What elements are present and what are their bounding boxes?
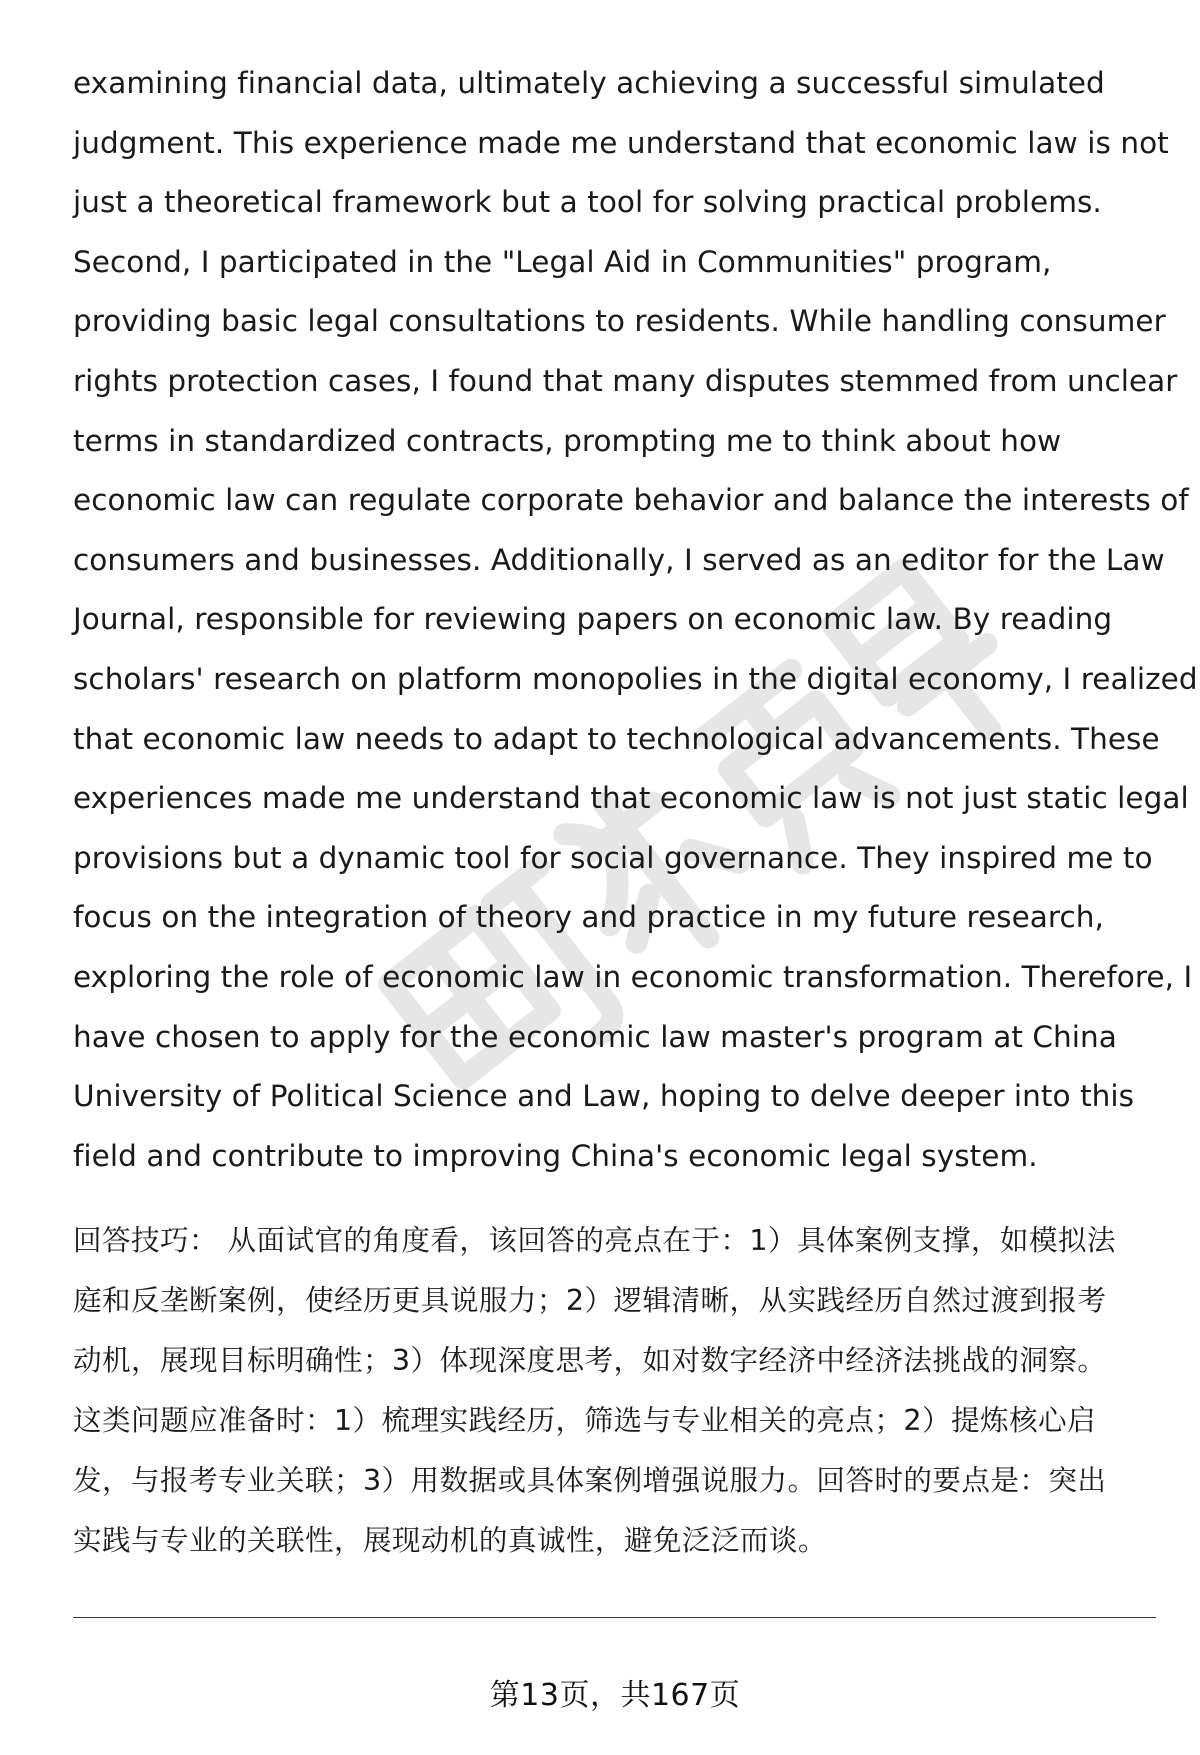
tips-line: 这类问题应准备时：1）梳理实践经历，筛选与专业相关的亮点；2）提炼核心启 xyxy=(73,1403,1096,1437)
answer-line: Journal, responsible for reviewing papers on economic law. By reading xyxy=(73,602,1113,637)
answer-line: terms in standardized contracts, prompting me to think about how xyxy=(73,423,1062,458)
answer-line: rights protection cases, I found that many disputes stemmed from unclear xyxy=(73,363,1178,398)
answer-line: providing basic legal consultations to residents. While handling consumer xyxy=(73,304,1166,339)
tips-line: 庭和反垄断案例，使经历更具说服力；2）逻辑清晰，从实践经历自然过渡到报考 xyxy=(73,1283,1107,1317)
answer-tips-paragraph xyxy=(73,1210,1163,1570)
answer-line: exploring the role of economic law in economic transformation. Therefore, I xyxy=(73,959,1193,994)
answer-line: just a theoretical framework but a tool for solving practical problems. xyxy=(73,185,1102,220)
answer-line: scholars' research on platform monopolies in the digital economy, I realized xyxy=(73,661,1198,696)
answer-line: have chosen to apply for the economic law master's program at China xyxy=(73,1019,1117,1054)
answer-line: experiences made me understand that economic law is not just static legal xyxy=(73,781,1189,816)
answer-line: consumers and businesses. Additionally, I served as an editor for the Law xyxy=(73,542,1165,577)
answer-line: field and contribute to improving China's economic legal system. xyxy=(73,1138,1038,1173)
answer-line: judgment. This experience made me understand that economic law is not xyxy=(73,125,1169,160)
answer-paragraph xyxy=(73,54,1198,1186)
answer-line: focus on the integration of theory and practice in my future research, xyxy=(73,900,1104,935)
tips-line: 发，与报考专业关联；3）用数据或具体案例增强说服力。回答时的要点是：突出 xyxy=(73,1463,1107,1497)
page-number: 第13页，共167页 xyxy=(489,1678,741,1713)
answer-line: economic law can regulate corporate behavior and balance the interests of xyxy=(73,483,1189,518)
answer-line: that economic law needs to adapt to technological advancements. These xyxy=(73,721,1160,756)
answer-line: provisions but a dynamic tool for social governance. They inspired me to xyxy=(73,840,1153,875)
answer-line: University of Political Science and Law, hoping to delve deeper into this xyxy=(73,1079,1135,1114)
tips-line: 回答技巧： 从面试官的角度看，该回答的亮点在于：1）具体案例支撑，如模拟法 xyxy=(73,1223,1116,1257)
footer-divider xyxy=(73,1617,1156,1618)
tips-line: 动机，展现目标明确性；3）体现深度思考，如对数字经济中经济法挑战的洞察。 xyxy=(73,1343,1107,1377)
tips-line: 实践与专业的关联性，展现动机的真诚性，避免泛泛而谈。 xyxy=(73,1523,827,1557)
answer-line: Second, I participated in the "Legal Aid in Communities" program, xyxy=(73,244,1052,279)
answer-line: examining financial data, ultimately achieving a successful simulated xyxy=(73,66,1105,100)
